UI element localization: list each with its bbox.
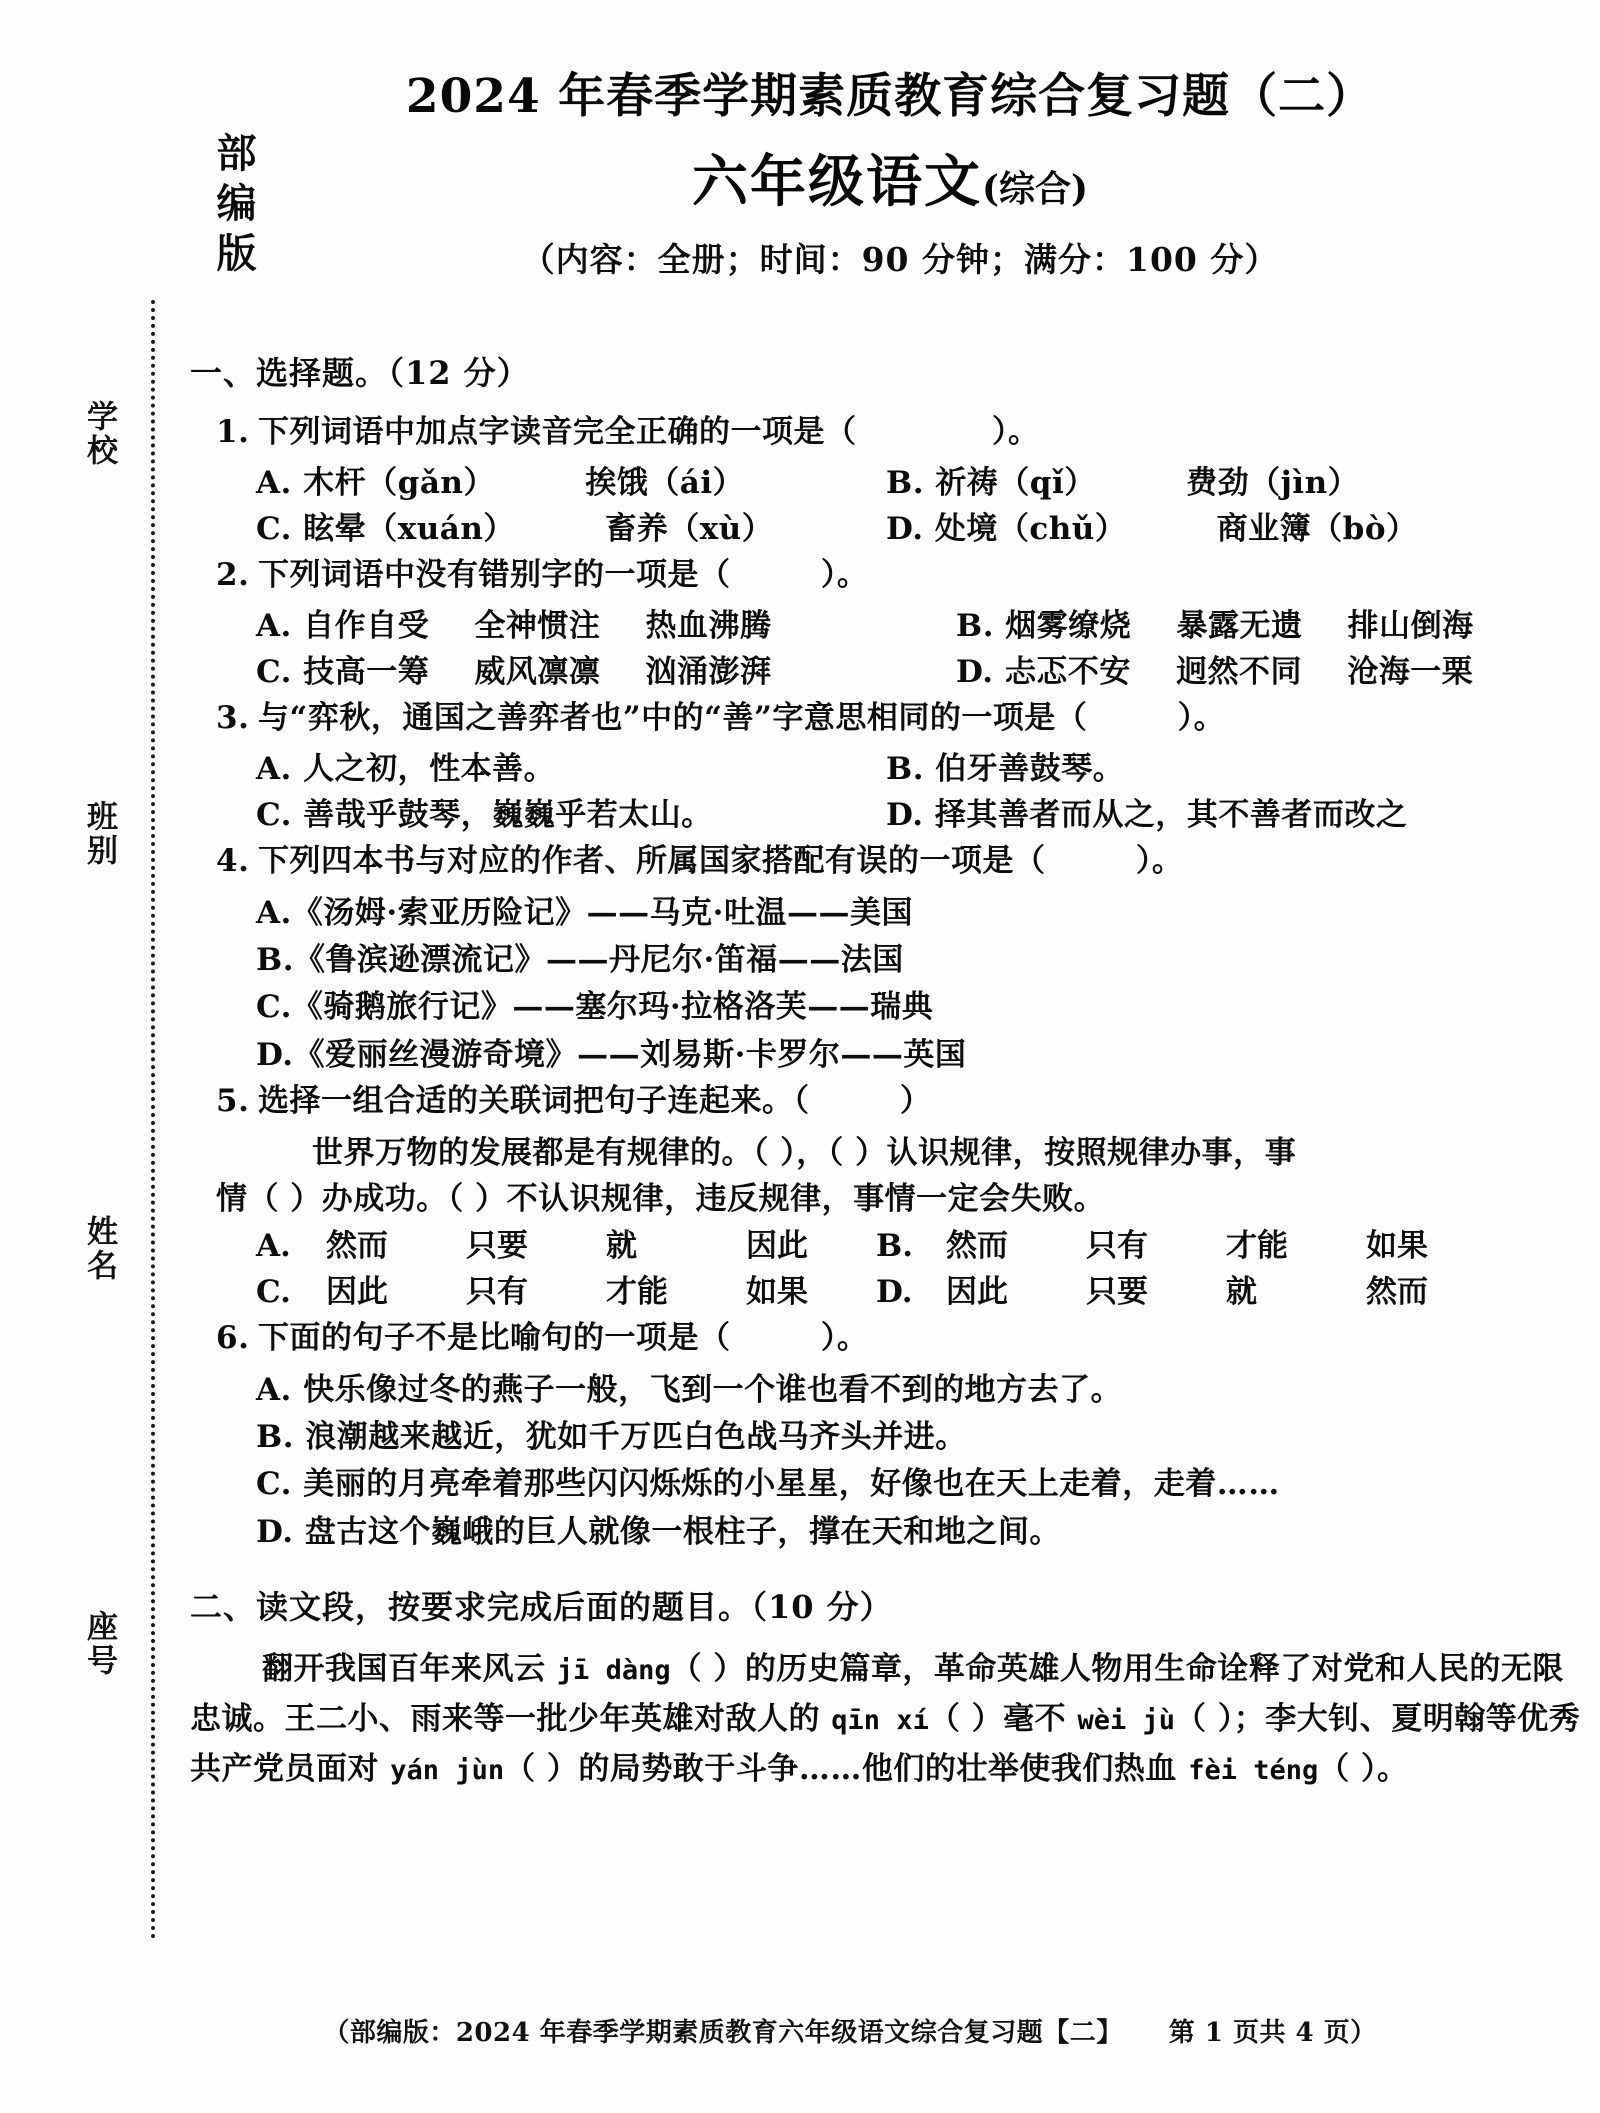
option-label: A. bbox=[256, 751, 292, 788]
question-3-option-a[interactable] bbox=[256, 747, 886, 793]
question-5-passage-line-1: 世界万物的发展都是有规律的。（ ），（ ）认识规律，按照规律办事，事 bbox=[312, 1134, 1297, 1171]
question-5-options-row-2 bbox=[190, 1269, 1590, 1316]
option-word: 如果 bbox=[746, 1274, 808, 1311]
option-word: 才能 bbox=[1226, 1227, 1288, 1264]
margin-label-seat-number: 座号 bbox=[81, 1610, 117, 1678]
option-label: A. bbox=[256, 465, 292, 502]
option-label: B. bbox=[876, 1227, 913, 1264]
subject-scope: (综合) bbox=[981, 168, 1089, 211]
option-text: 忐忑不安 迥然不同 沧海一栗 bbox=[1004, 654, 1474, 691]
page-header bbox=[160, 70, 1580, 281]
question-5 bbox=[190, 1079, 1590, 1124]
subject-name: 六年级语文 bbox=[691, 149, 982, 216]
reading-passage-text bbox=[190, 1644, 1590, 1795]
question-2-option-b[interactable] bbox=[956, 604, 1590, 650]
option-text: 《爱丽丝漫游奇境》——刘易斯·卡罗尔——英国 bbox=[293, 1036, 967, 1073]
option-label: D. bbox=[256, 1036, 294, 1073]
option-text: 《骑鹅旅行记》——塞尔玛·拉格洛芙——瑞典 bbox=[291, 989, 934, 1026]
option-label: D. bbox=[256, 1513, 294, 1550]
question-1-number: 1. bbox=[216, 414, 250, 450]
question-2-option-d[interactable] bbox=[956, 650, 1590, 696]
option-word: 然而 bbox=[1366, 1274, 1428, 1311]
option-text: 伯牙善鼓琴。 bbox=[935, 751, 1125, 788]
question-1-options-row-1 bbox=[190, 461, 1590, 507]
question-5-passage-line-2: 情（ ）办成功。（ ）不认识规律，违反规律，事情一定会失败。 bbox=[216, 1181, 1106, 1218]
option-label: B. bbox=[256, 942, 294, 979]
option-text: 处境（chǔ） 商业簿（bò） bbox=[934, 511, 1418, 548]
passage-seg-6: （ ）。 bbox=[1318, 1751, 1409, 1788]
reading-passage bbox=[190, 1644, 1590, 1795]
question-1-option-a[interactable] bbox=[256, 461, 886, 507]
option-label: B. bbox=[256, 1419, 294, 1456]
option-label: B. bbox=[886, 751, 924, 788]
option-text: 眩晕（xuán） 畜养（xù） bbox=[303, 511, 774, 548]
option-label: C. bbox=[256, 511, 292, 548]
option-label: B. bbox=[956, 608, 994, 645]
section-heading-1: 一、选择题。（12 分） bbox=[190, 354, 530, 392]
question-4-stem bbox=[216, 839, 1590, 884]
option-label: B. bbox=[886, 465, 924, 502]
question-2-stem bbox=[216, 553, 1590, 598]
question-3-number: 3. bbox=[216, 700, 250, 736]
question-5-option-c[interactable] bbox=[256, 1269, 876, 1316]
option-text: 快乐像过冬的燕子一般，飞到一个谁也看不到的地方去了。 bbox=[303, 1372, 1123, 1409]
cut-line-divider bbox=[151, 300, 155, 1940]
question-5-option-a[interactable] bbox=[256, 1223, 876, 1270]
option-label: A. bbox=[256, 1372, 292, 1409]
option-text: 《汤姆·索亚历险记》——马克·吐温——美国 bbox=[291, 895, 913, 932]
option-text: 择其善者而从之，其不善者而改之 bbox=[934, 797, 1408, 834]
question-6-option-a[interactable] bbox=[190, 1367, 1590, 1414]
option-text: 技高一筹 威风凛凛 汹涌澎湃 bbox=[303, 654, 772, 691]
pinyin-ji-dang: jī dàng bbox=[556, 1654, 671, 1686]
question-6-option-c[interactable] bbox=[190, 1461, 1590, 1508]
question-4-option-b[interactable] bbox=[190, 937, 1590, 984]
exam-body bbox=[190, 348, 1590, 1794]
option-word: 因此 bbox=[326, 1274, 388, 1311]
passage-seg-4: （ ）；李大钊、夏明翰等优秀共产党员面对 bbox=[190, 1700, 1581, 1788]
footer-page-number: 第 1 页共 4 页） bbox=[1168, 2018, 1377, 2048]
question-3-option-c[interactable] bbox=[256, 793, 886, 839]
question-2-option-c[interactable] bbox=[256, 650, 956, 696]
question-2-number: 2. bbox=[216, 557, 250, 593]
option-word: 因此 bbox=[746, 1227, 808, 1264]
option-word: 然而 bbox=[946, 1227, 1008, 1264]
option-text: 美丽的月亮牵着那些闪闪烁烁的小星星，好像也在天上走着，走着…… bbox=[303, 1466, 1280, 1503]
question-1 bbox=[190, 410, 1590, 455]
question-5-option-b[interactable] bbox=[876, 1223, 1496, 1270]
question-4-text: 下列四本书与对应的作者、所属国家搭配有误的一项是（ ）。 bbox=[258, 843, 1184, 879]
question-5-options-row-1 bbox=[190, 1223, 1590, 1270]
pinyin-yan-jun: yán jùn bbox=[390, 1755, 505, 1787]
passage-seg-3: （ ）毫不 bbox=[928, 1700, 1078, 1737]
option-text: 祈祷（qǐ） 费劲（jìn） bbox=[935, 465, 1360, 502]
option-word: 就 bbox=[1226, 1274, 1257, 1311]
question-3-option-d[interactable] bbox=[886, 793, 1590, 839]
option-label: C. bbox=[256, 654, 292, 691]
section-heading-2: 二、读文段，按要求完成后面的题目。（10 分） bbox=[190, 1587, 893, 1626]
question-6-text: 下面的句子不是比喻句的一项是（ ）。 bbox=[258, 1319, 869, 1356]
question-2-option-a[interactable] bbox=[256, 604, 956, 650]
page-title: 2024 年春季学期素质教育综合复习题（二） bbox=[405, 69, 1375, 124]
option-word: 才能 bbox=[606, 1274, 668, 1311]
question-5-number: 5. bbox=[216, 1082, 250, 1119]
option-label: D. bbox=[956, 654, 994, 691]
question-1-options-row-2 bbox=[190, 507, 1590, 553]
question-6-option-d[interactable] bbox=[190, 1509, 1590, 1556]
option-word: 只要 bbox=[1086, 1274, 1148, 1311]
question-3-stem bbox=[216, 696, 1590, 741]
passage-seg-1: 翻开我国百年来风云 bbox=[262, 1650, 557, 1687]
option-label: D. bbox=[876, 1274, 913, 1311]
option-label: C. bbox=[256, 1274, 291, 1311]
option-label: C. bbox=[256, 797, 292, 834]
question-4-option-c[interactable] bbox=[190, 984, 1590, 1031]
option-label: D. bbox=[886, 511, 924, 548]
question-6 bbox=[190, 1316, 1590, 1361]
option-text: 木杆（gǎn） 挨饿（ái） bbox=[303, 465, 745, 502]
question-1-option-d[interactable] bbox=[886, 507, 1590, 553]
question-4-option-d[interactable] bbox=[190, 1032, 1590, 1079]
option-text: 自作自受 全神惯注 热血沸腾 bbox=[303, 608, 772, 645]
question-2-text: 下列词语中没有错别字的一项是（ ）。 bbox=[258, 557, 869, 593]
passage-seg-2: （ ）的历史篇章，革命英雄人物用生命诠释了对党和人民的无限忠诚。王二小、雨来等一批少年英雄对敌人的 bbox=[190, 1650, 1564, 1737]
question-3-text: 与“弈秋，通国之善弈者也”中的“善”字意思相同的一项是（ ）。 bbox=[258, 700, 1226, 736]
margin-label-school: 学校 bbox=[81, 400, 117, 468]
pinyin-fei-teng: fèi téng bbox=[1188, 1755, 1319, 1787]
option-label: A. bbox=[256, 895, 292, 932]
subject-title bbox=[160, 138, 1580, 218]
question-6-number: 6. bbox=[216, 1319, 250, 1356]
margin-label-class: 班别 bbox=[81, 800, 117, 868]
pinyin-wei-ju: wèi jù bbox=[1077, 1704, 1175, 1736]
question-1-stem bbox=[216, 410, 1590, 455]
pinyin-qin-xi: qīn xí bbox=[831, 1704, 929, 1736]
exam-meta: （内容：全册；时间：90 分钟；满分：100 分） bbox=[521, 240, 1279, 280]
question-5-passage bbox=[190, 1130, 1590, 1223]
option-text: 浪潮越来越近，犹如千万匹白色战马齐头并进。 bbox=[305, 1419, 967, 1456]
option-text: 人之初，性本善。 bbox=[303, 751, 556, 788]
option-word: 只有 bbox=[466, 1274, 528, 1311]
question-4 bbox=[190, 839, 1590, 884]
question-3-option-b[interactable] bbox=[886, 747, 1590, 793]
option-text: 《鲁滨逊漂流记》——丹尼尔·笛福——法国 bbox=[294, 942, 904, 979]
question-2 bbox=[190, 553, 1590, 598]
question-5-stem bbox=[216, 1079, 1590, 1124]
question-6-stem bbox=[216, 1316, 1590, 1361]
question-1-text: 下列词语中加点字读音完全正确的一项是（ ）。 bbox=[258, 414, 1040, 450]
option-label: C. bbox=[256, 1466, 292, 1503]
question-6-option-b[interactable] bbox=[190, 1414, 1590, 1461]
option-word: 只要 bbox=[466, 1227, 528, 1264]
option-word: 就 bbox=[606, 1227, 637, 1264]
option-text: 烟雾缭烧 暴露无遗 排山倒海 bbox=[1005, 608, 1474, 645]
question-2-options-row-1 bbox=[190, 604, 1590, 650]
option-label: A. bbox=[256, 1227, 291, 1264]
option-label: C. bbox=[256, 989, 292, 1026]
option-word: 只有 bbox=[1086, 1227, 1148, 1264]
passage-seg-5: （ ）的局势敢于斗争……他们的壮举使我们热血 bbox=[504, 1751, 1189, 1788]
page-footer bbox=[190, 2012, 1510, 2049]
question-4-number: 4. bbox=[216, 843, 250, 879]
option-label: D. bbox=[886, 797, 924, 834]
question-3 bbox=[190, 696, 1590, 741]
option-word: 因此 bbox=[946, 1274, 1008, 1311]
edition-marker: 部编版 bbox=[210, 132, 257, 282]
option-label: A. bbox=[256, 608, 292, 645]
question-5-text: 选择一组合适的关联词把句子连起来。（ ） bbox=[258, 1082, 932, 1119]
option-text: 善哉乎鼓琴，巍巍乎若太山。 bbox=[303, 797, 713, 834]
question-1-option-b[interactable] bbox=[886, 461, 1590, 507]
option-word: 如果 bbox=[1366, 1227, 1428, 1264]
margin-label-name: 姓名 bbox=[81, 1215, 117, 1283]
question-4-option-a[interactable] bbox=[190, 890, 1590, 937]
question-2-options-row-2 bbox=[190, 650, 1590, 696]
option-word: 然而 bbox=[326, 1227, 388, 1264]
question-3-options-row-2 bbox=[190, 793, 1590, 839]
footer-source: （部编版：2024 年春季学期素质教育六年级语文综合复习题【二】 bbox=[323, 2018, 1123, 2048]
question-5-option-d[interactable] bbox=[876, 1269, 1496, 1316]
option-text: 盘古这个巍峨的巨人就像一根柱子，撑在天和地之间。 bbox=[304, 1513, 1061, 1550]
question-1-option-c[interactable] bbox=[256, 507, 886, 553]
student-info-margin bbox=[0, 0, 160, 2113]
question-3-options-row-1 bbox=[190, 747, 1590, 793]
